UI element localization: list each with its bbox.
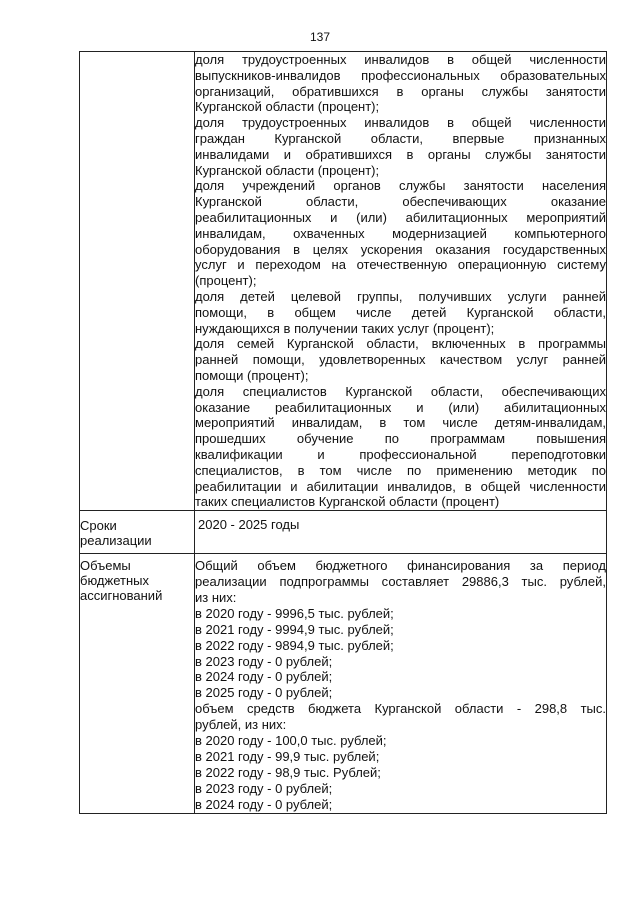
passport-table — [79, 51, 607, 814]
indicator-line: квалификации и профессиональной переподготовки — [195, 446, 606, 462]
indicator-line: доля детей целевой группы, получивших услуги ранней — [195, 288, 606, 304]
terms-label-line: Сроки — [80, 518, 117, 534]
budget-line: из них: — [195, 589, 237, 605]
budget-line: Общий объем бюджетного финансирования за период — [195, 558, 606, 574]
budget-label-cell — [80, 554, 195, 814]
terms-label-line: реализации — [80, 533, 152, 549]
indicator-line: граждан Курганской области, впервые признанных — [195, 130, 606, 146]
page-number: 137 — [309, 30, 331, 44]
indicator-line: таких специалистов Курганской области (процент) — [195, 494, 500, 510]
indicator-line: доля трудоустроенных инвалидов в общей численности — [195, 115, 606, 131]
indicator-line: доля учреждений органов службы занятости населения — [195, 178, 606, 194]
budget-cell — [195, 554, 607, 814]
indicators-row — [80, 52, 607, 511]
terms-value: 2020 - 2025 годы — [198, 517, 300, 533]
budget-line: в 2020 году - 9996,5 тыс. рублей; — [195, 605, 394, 621]
budget-row — [80, 554, 607, 814]
indicator-line: реабилитационных и (или) абилитационных мероприятий — [195, 209, 606, 225]
budget-line: реализации подпрограммы составляет 29886,3 тыс. рублей, — [195, 574, 606, 590]
indicator-line: нуждающихся в получении таких услуг (процент); — [195, 320, 495, 336]
budget-line: рублей, из них: — [195, 717, 287, 733]
terms-row — [80, 511, 607, 554]
indicator-line: ранней помощи, удовлетворенных качеством услуг ранней — [195, 352, 606, 368]
budget-line: в 2021 году - 99,9 тыс. рублей; — [195, 748, 380, 764]
indicator-line: услуг и переходом на отечественную операционную систему — [195, 257, 606, 273]
budget-line: в 2024 году - 0 рублей; — [195, 796, 333, 812]
budget-line: в 2023 году - 0 рублей; — [195, 653, 333, 669]
indicators-text — [195, 52, 606, 510]
budget-line: в 2025 году - 0 рублей; — [195, 685, 333, 701]
indicator-line: помощи, в общем числе детей Курганской области, — [195, 304, 606, 320]
indicator-line: Курганской области, обеспечивающих оказание — [195, 194, 606, 210]
indicator-line: мероприятий инвалидам, в том числе детям-инвалидам, — [195, 415, 606, 431]
indicator-line: выпускников-инвалидов профессиональных образовательных — [195, 67, 606, 83]
indicator-line: инвалидам, охваченных модернизацией компьютерного — [195, 225, 606, 241]
indicator-line: реабилитации и абилитации инвалидов, в общей численности — [195, 478, 606, 494]
indicator-line: специалистов, в том числе по применению методик по — [195, 462, 606, 478]
terms-label-cell — [80, 511, 195, 554]
indicator-line: Курганской области (процент); — [195, 99, 380, 115]
budget-line: в 2024 году - 0 рублей; — [195, 669, 333, 685]
indicator-line: оборудования в целях ускорения оказания государственных — [195, 241, 606, 257]
indicator-line: прошедших обучение по программам повышения — [195, 431, 606, 447]
budget-line: в 2021 году - 9994,9 тыс. рублей; — [195, 621, 394, 637]
indicator-line: помощи (процент); — [195, 367, 309, 383]
budget-line: в 2022 году - 98,9 тыс. Рублей; — [195, 764, 381, 780]
budget-line: объем средств бюджета Курганской области - 298,8 тыс. — [195, 701, 606, 717]
budget-line: в 2020 году - 100,0 тыс. рублей; — [195, 733, 387, 749]
indicator-line: доля семей Курганской области, включенных в программы — [195, 336, 606, 352]
indicator-line: оказание реабилитационных и (или) абилитационных — [195, 399, 606, 415]
budget-line: в 2022 году - 9894,9 тыс. рублей; — [195, 637, 394, 653]
indicator-line: инвалидами и обратившихся в органы службы занятости — [195, 146, 606, 162]
indicator-line: организаций, обратившихся в органы службы занятости — [195, 83, 606, 99]
indicator-line: (процент); — [195, 273, 257, 289]
indicator-line: доля трудоустроенных инвалидов в общей численности — [195, 52, 606, 67]
indicator-line: доля специалистов Курганской области, обеспечивающих — [195, 383, 606, 399]
terms-value-cell — [195, 511, 607, 554]
budget-text — [195, 558, 606, 813]
budget-label-line: бюджетных — [80, 573, 149, 589]
indicator-line: Курганской области (процент); — [195, 162, 380, 178]
indicators-label-cell — [80, 52, 195, 511]
budget-line: в 2023 году - 0 рублей; — [195, 780, 333, 796]
indicators-cell — [195, 52, 607, 511]
budget-label-line: ассигнований — [80, 588, 163, 604]
budget-label-line: Объемы — [80, 558, 131, 574]
